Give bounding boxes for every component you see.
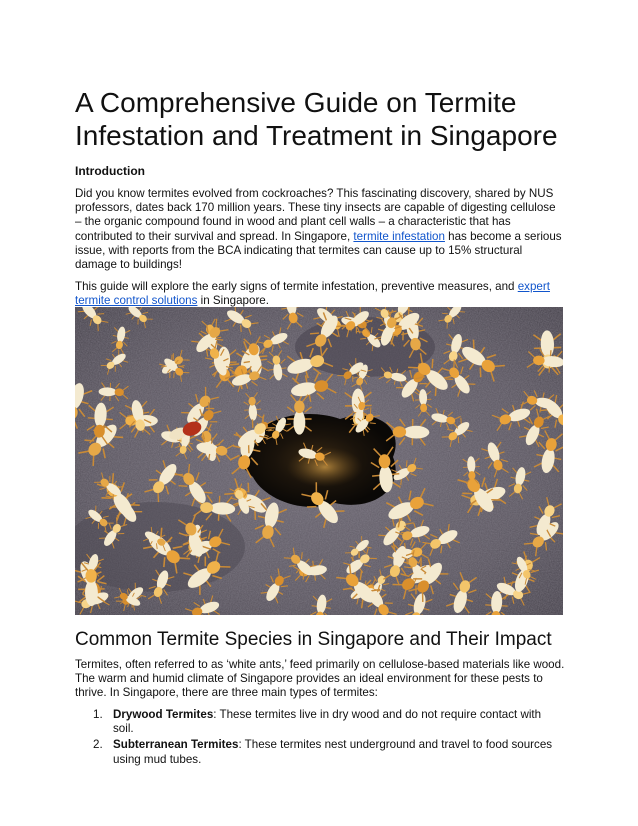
termite-infestation-link[interactable]: termite infestation	[353, 229, 445, 243]
section-heading: Common Termite Species in Singapore and Their Impact	[75, 629, 552, 650]
list-item-description: : These termites nest underground and travel to food sources using mud tubes.	[113, 738, 553, 766]
page-title: A Comprehensive Guide on Termite Infestation and Treatment in Singapore	[75, 87, 558, 151]
list-item-number: 2.	[93, 738, 103, 752]
intro-paragraph-2-text-a: This guide will explore the early signs of termite infestation, preventive measures, and	[75, 280, 518, 293]
section-paragraph: Termites, often referred to as ‘white ants,’ feed primarily on cellulose-based materials like wood. The warm and humid climate of Singapore provides an ideal environment for these pests to thrive. In Singapore, there are three main types of termites:	[75, 658, 565, 700]
termite-colony-photo	[75, 307, 563, 615]
intro-paragraph-1-text-b: has become a serious issue, with reports from the BCA indicating that termites can cause up to 15% structural damage to buildings!	[75, 229, 562, 272]
intro-paragraph-2	[75, 280, 565, 308]
list-item-description: : These termites live in dry wood and do not require contact with soil.	[113, 708, 542, 736]
list-item-number: 1.	[93, 708, 103, 721]
termite-species-list	[75, 708, 563, 769]
intro-paragraph-1	[75, 187, 565, 272]
termite-colony-photo-art	[75, 307, 563, 615]
list-item-name: Drywood Termites	[113, 708, 214, 721]
list-item	[75, 738, 563, 766]
termite-control-solutions-link[interactable]: expert termite control solutions	[75, 280, 550, 308]
intro-paragraph-2-text-b: in Singapore.	[197, 294, 269, 308]
list-item-name: Subterranean Termites	[113, 738, 239, 752]
list-item	[75, 708, 563, 736]
intro-paragraph-1-text-a: Did you know termites evolved from cockroaches? This fascinating discovery, shared by NUS professors, dates back 170 million years. These tiny insects are capable of digesting cellulose – the organic compound found in wood and plant cell walls – a characteristic that has contributed to their survival and spread. In Singapore,	[75, 187, 556, 243]
intro-heading: Introduction	[75, 164, 145, 178]
